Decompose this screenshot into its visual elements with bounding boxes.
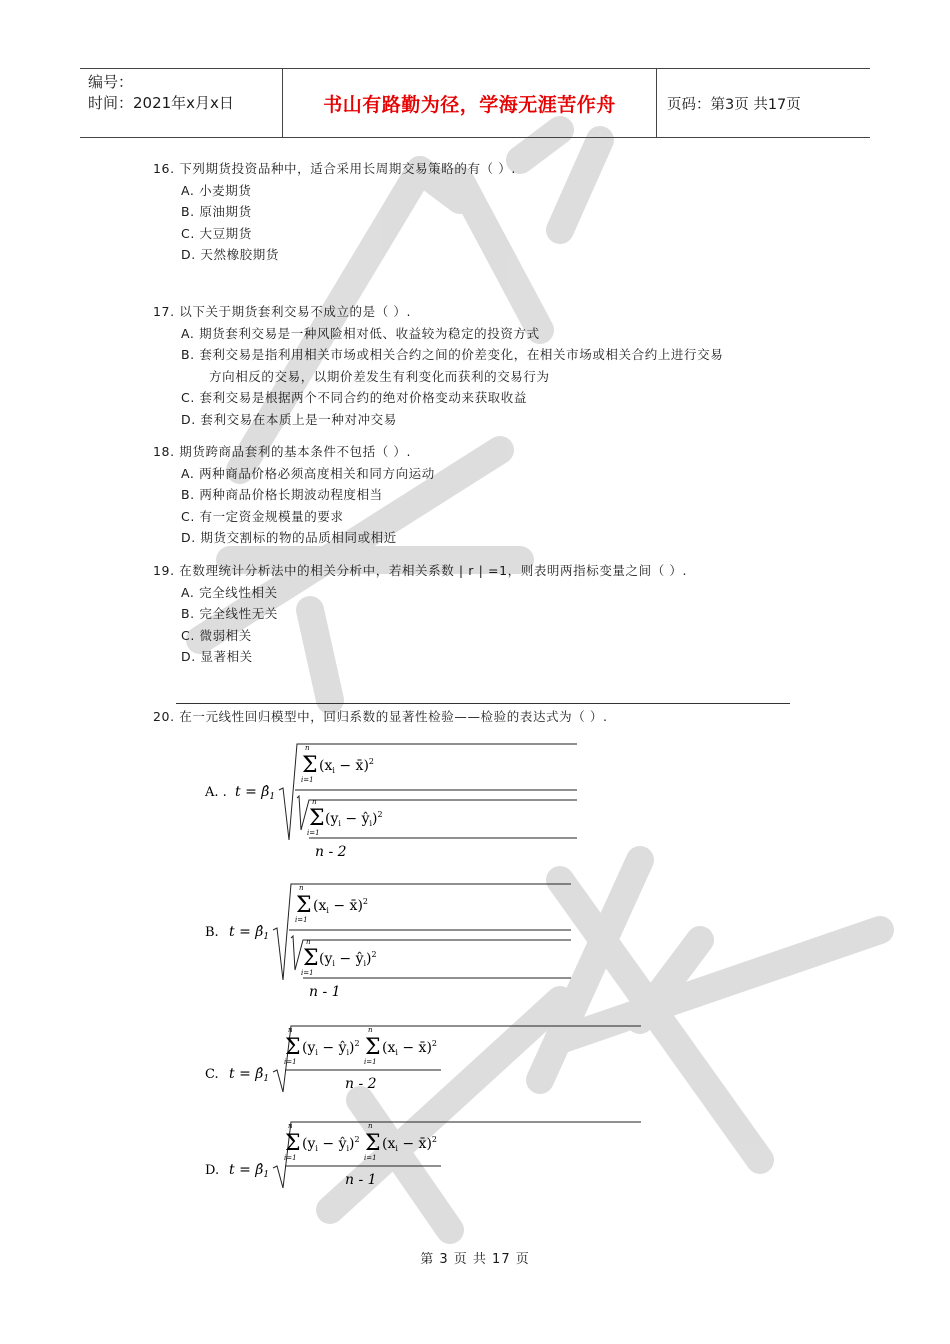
- svg-text:(yi − ŷi)2: ($y_i$ − $ŷ_i)^2$: [319, 950, 377, 968]
- svg-text:Σ: Σ: [365, 1035, 381, 1060]
- svg-text:n: n: [368, 1122, 373, 1130]
- formula-a-denominator: n - 2: [315, 844, 347, 860]
- option-d: D. 显著相关: [181, 649, 253, 664]
- question-stem: 19. 在数理统计分析法中的相关分析中，若相关系数 | r | =1，则表明两指标变量之间（ ）.: [153, 563, 688, 578]
- option-d: D. 期货交割标的物的品质相同或相近: [181, 530, 397, 545]
- formula-c-label: C.: [205, 1067, 219, 1082]
- svg-text:(xi − x̄)2: ($x_i$ − x̄)$^2$: [319, 757, 375, 775]
- option-c: C. 套利交易是根据两个不同合约的绝对价格变动来获取收益: [181, 390, 527, 405]
- option-a: A. 期货套利交易是一种风险相对低、收益较为稳定的投资方式: [181, 325, 540, 341]
- number-label: 编号：: [88, 73, 134, 91]
- svg-text:(xi − x̄)2: ($x_i$ − x̄)$^2$: [382, 1135, 438, 1153]
- option-b: B. 完全线性无关: [181, 606, 278, 621]
- question-17: [153, 301, 723, 430]
- divider-line: [176, 703, 790, 704]
- formula-d-label: D.: [205, 1163, 220, 1178]
- formula-a-label: A. .: [205, 785, 227, 800]
- formula-a-graphic: [205, 740, 505, 865]
- svg-text:Σ: Σ: [303, 946, 319, 971]
- svg-text:n: n: [288, 1122, 293, 1130]
- svg-text:t = β̂1: $t = \betâ_1$: [229, 1066, 270, 1084]
- svg-text:(xi − x̄)2: ($x_i$ − x̄)$^2$: [313, 897, 369, 915]
- svg-text:Σ: Σ: [285, 1035, 301, 1060]
- svg-text:n: n: [305, 744, 310, 752]
- option-b-continued: 方向相反的交易，以期价差发生有利变化而获利的交易行为: [209, 368, 550, 384]
- svg-text:n: n: [368, 1026, 373, 1034]
- question-stem: 16. 下列期货投资品种中，适合采用长周期交易策略的有（ ）.: [153, 161, 516, 176]
- svg-text:i=1: i=1: [301, 776, 314, 784]
- question-stem: 20. 在一元线性回归模型中，回归系数的显著性检验——检验的表达式为（ ）.: [153, 709, 608, 724]
- question-18: [153, 441, 435, 549]
- option-a: A. 完全线性相关: [181, 584, 278, 600]
- svg-text:t = β̂1: $t = \betâ_1$: [235, 784, 276, 802]
- option-c: C. 微弱相关: [181, 627, 252, 643]
- option-b: B. 两种商品价格长期波动程度相当: [181, 487, 383, 502]
- question-16: [153, 158, 516, 266]
- svg-text:(yi − ŷi)2: ($y_i$ − $ŷ_i)^2$: [302, 1039, 360, 1057]
- svg-text:n: n: [312, 798, 317, 806]
- formula-c-denominator: n - 2: [345, 1076, 377, 1092]
- svg-text:i=1: i=1: [295, 916, 308, 924]
- question-stem: 17. 以下关于期货套利交易不成立的是（ ）.: [153, 304, 412, 319]
- svg-text:Σ: Σ: [302, 753, 318, 778]
- svg-text:(yi − ŷi)2: ($y_i$ − $ŷ_i)^2$: [302, 1135, 360, 1153]
- header-page-info: 页码：第3页 共17页: [667, 96, 801, 113]
- svg-text:i=1: i=1: [307, 829, 320, 837]
- header-meta: [80, 69, 282, 137]
- svg-text:(yi − ŷi)2: ($y_i$ − $ŷ_i)^2$: [325, 810, 383, 828]
- page-header: [80, 68, 870, 138]
- page-footer: 第 3 页 共 17 页: [420, 1252, 530, 1267]
- svg-text:i=1: i=1: [364, 1058, 377, 1066]
- svg-text:n: n: [288, 1026, 293, 1034]
- svg-text:i=1: i=1: [301, 969, 314, 977]
- svg-text:Σ: Σ: [365, 1131, 381, 1156]
- svg-text:Σ: Σ: [296, 893, 312, 918]
- svg-text:(xi − x̄)2: ($x_i$ − x̄)$^2$: [382, 1039, 438, 1057]
- question-stem: 18. 期货跨商品套利的基本条件不包括（ ）.: [153, 444, 412, 459]
- option-d: D. 套利交易在本质上是一种对冲交易: [181, 411, 397, 427]
- svg-text:n: n: [299, 884, 304, 892]
- question-20: [153, 706, 608, 728]
- option-b: B. 原油期货: [181, 204, 252, 219]
- svg-text:t = β̂1: $t = \betâ_1$: [229, 1162, 270, 1180]
- formula-d-denominator: n - 1: [345, 1172, 377, 1188]
- formula-c-graphic: [205, 1024, 505, 1094]
- question-19: [153, 560, 687, 668]
- option-b: B. 套利交易是指利用相关市场或相关合约之间的价差变化，在相关市场或相关合约上进行交易: [181, 347, 724, 362]
- svg-text:Σ: Σ: [285, 1131, 301, 1156]
- date-label: 时间：2021年x月x日: [88, 94, 234, 112]
- svg-text:i=1: i=1: [284, 1058, 297, 1066]
- option-c: C. 大豆期货: [181, 225, 252, 241]
- formula-d-graphic: [205, 1120, 505, 1190]
- svg-text:i=1: i=1: [284, 1154, 297, 1162]
- header-motto: 书山有路勤为径，学海无涯苦作舟: [282, 69, 657, 137]
- option-d: D. 天然橡胶期货: [181, 247, 279, 262]
- svg-text:t = β̂1: $t = \betâ_1$: [229, 924, 270, 942]
- formula-b-graphic: [205, 880, 505, 1005]
- svg-text:n: n: [306, 938, 311, 946]
- formula-b-label: B.: [205, 925, 219, 940]
- option-c: C. 有一定资金规模量的要求: [181, 508, 344, 524]
- formula-b-denominator: n - 1: [309, 984, 341, 1000]
- svg-text:Σ: Σ: [309, 806, 325, 831]
- option-a: A. 小麦期货: [181, 182, 252, 198]
- option-a: A. 两种商品价格必须高度相关和同方向运动: [181, 465, 435, 481]
- svg-text:i=1: i=1: [364, 1154, 377, 1162]
